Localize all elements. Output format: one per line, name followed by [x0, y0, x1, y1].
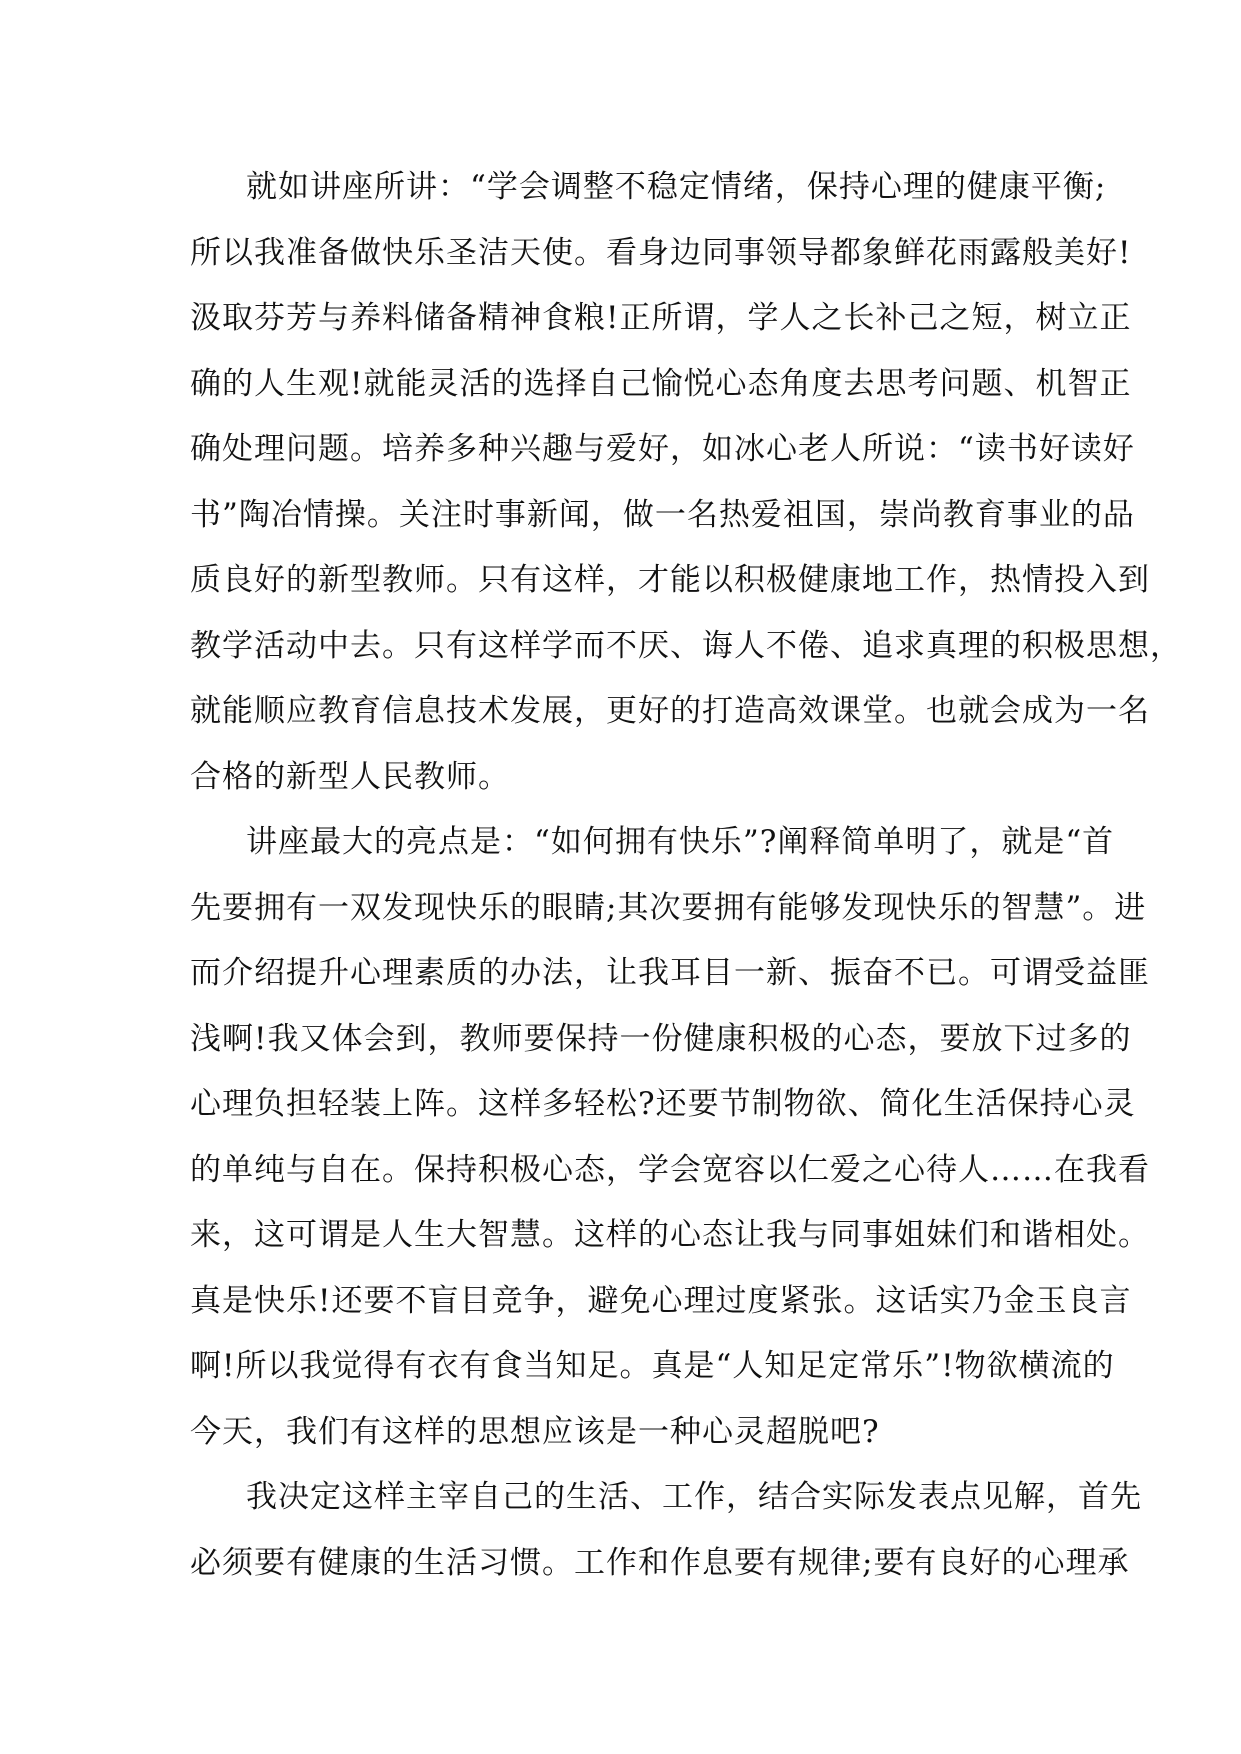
text-line: 啊!所以我觉得有衣有食当知足。真是“人知足定常乐”!物欲横流的	[190, 1348, 1115, 1384]
text-line: 质良好的新型教师。只有这样，才能以积极健康地工作，热情投入到	[190, 562, 1150, 598]
paragraph-2	[190, 810, 1150, 1465]
text-line: 浅啊!我又体会到，教师要保持一份健康积极的心态，要放下过多的	[190, 1020, 1132, 1057]
text-line: 合格的新型人民教师。	[190, 758, 510, 795]
text-line: 来，这可谓是人生大智慧。这样的心态让我与同事姐妹们和谐相处。	[190, 1217, 1150, 1253]
text-line: 汲取芬芳与养料储备精神食粮!正所谓，学人之长补己之短，树立正	[190, 300, 1132, 336]
text-line: 确处理问题。培养多种兴趣与爱好，如冰心老人所说：“读书好读好	[190, 431, 1135, 467]
paragraph-1	[190, 155, 1182, 810]
text-line: 的单纯与自在。保持积极心态，学会宽容以仁爱之心待人……在我看	[190, 1151, 1150, 1188]
text-line: 讲座最大的亮点是：“如何拥有快乐”?阐释简单明了，就是“首	[246, 824, 1115, 860]
text-line: 真是快乐!还要不盲目竞争，避免心理过度紧张。这话实乃金玉良言	[190, 1282, 1132, 1319]
text-line: 就能顺应教育信息技术发展，更好的打造高效课堂。也就会成为一名	[190, 693, 1150, 729]
text-line: 确的人生观!就能灵活的选择自己愉悦心态角度去思考问题、机智正	[190, 365, 1132, 402]
text-line: 而介绍提升心理素质的办法，让我耳目一新、振奋不已。可谓受益匪	[190, 955, 1150, 991]
text-line: 先要拥有一双发现快乐的眼睛;其次要拥有能够发现快乐的智慧”。进	[190, 889, 1147, 926]
text-line: 必须要有健康的生活习惯。工作和作息要有规律;要有良好的心理承	[190, 1544, 1130, 1581]
document-body	[190, 155, 1182, 1596]
text-line: 教学活动中去。只有这样学而不厌、诲人不倦、追求真理的积极思想，	[190, 627, 1182, 664]
text-line: 心理负担轻装上阵。这样多轻松?还要节制物欲、简化生活保持心灵	[190, 1086, 1136, 1122]
text-line: 我决定这样主宰自己的生活、工作，结合实际发表点见解，首先	[246, 1479, 1142, 1515]
text-line: 就如讲座所讲：“学会调整不稳定情绪，保持心理的健康平衡;	[246, 169, 1107, 205]
text-line: 今天，我们有这样的思想应该是一种心灵超脱吧?	[190, 1413, 880, 1450]
paragraph-3	[190, 1465, 1142, 1596]
text-line: 所以我准备做快乐圣洁天使。看身边同事领导都象鲜花雨露般美好!	[190, 234, 1132, 271]
text-line: 书”陶冶情操。关注时事新闻，做一名热爱祖国，崇尚教育事业的品	[190, 496, 1135, 533]
